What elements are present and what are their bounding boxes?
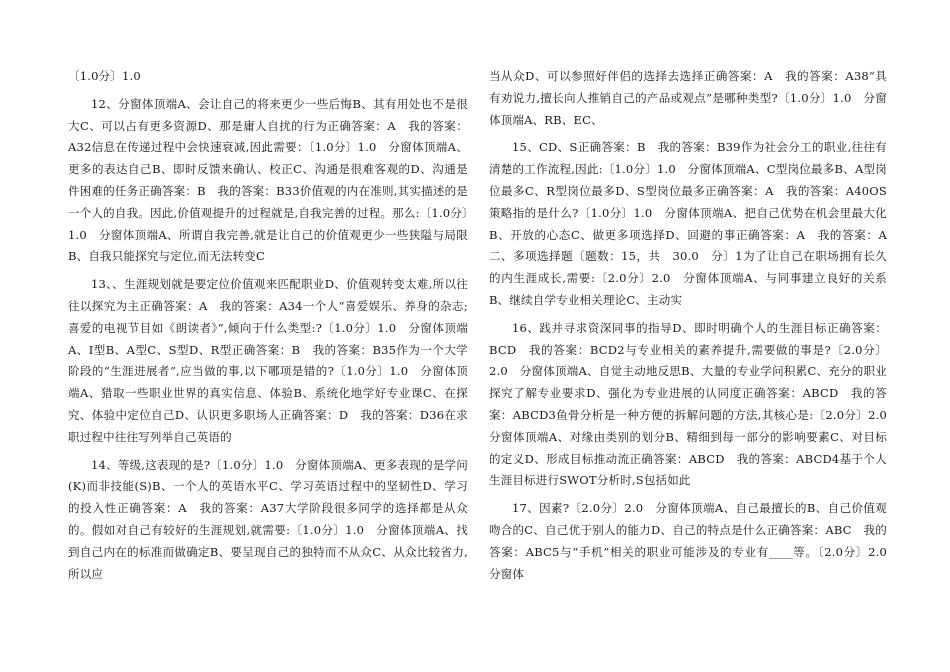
paragraph-score-line: 〔1.0分〕1.0: [68, 69, 141, 83]
paragraph-question-14: 14、等级,这表现的是?〔1.0分〕1.0 分窗体顶端A、更多表现的是学问(K)而非技能(S)B、一个人的英语水平C、学习英语过程中的坚韧性D、学习的投入性正确答案：A 我的答案：A37大学阶段很多同学的选择都是从众的。假如对自己有较好的生涯规划,就需要:〔1.0分〕1.0 分窗体顶端A、找到自己内在的标准而做确定B、要呈现自己的独特而不从众C、从众比较省力,所以应: [68, 457, 468, 581]
paragraph-question-13: 13、、生涯规划就是要定位价值观来匹配职业D、价值观转变太难,所以往往以探究为主正确答案：A 我的答案：A34一个人“喜爱娱乐、养身的杂志;喜爱的电视节目如《朗读者》”,倾向于什么类型:?〔1.0分〕1.0 分窗体顶端A、I型B、A型C、S型D、R型正确答案：B 我的答案：B35作为一个大学阶段的“生涯进展者”,应当做的事,以下哪项是错的?〔1.0分〕1.0 分窗体顶端A、猎取一些职业世界的真实信息、体验B、系统化地学好专业课C、在探究、体验中定位自己D、认识更多职场人正确答案：D 我的答案：D36在求职过程中往往写列举自己英语的: [68, 277, 468, 444]
paragraph-continuation: 当从众D、可以参照好伴侣的选择去选择正确答案：A 我的答案：A38“具有劝说力,擅长向人推销自己的产品或观点”是哪种类型?〔1.0分〕1.0 分窗体顶端A、RB、EC、: [489, 69, 887, 127]
paragraph-question-15: 15、CD、S正确答案：B 我的答案：B39作为社会分工的职业,往往有清楚的工作流程,因此:〔1.0分〕1.0 分窗体顶端A、C型岗位最多B、A型岗位最多C、R型岗位最多D、S型岗位最多正确答案：A 我的答案：A40OS策略指的是什么?〔1.0分〕1.0 分窗体顶端A、把自己优势在机会里最大化B、开放的心态C、做更多项选择D、回避的事正确答案：A 我的答案：A二、多项选择题〔题数：15，共 30.0 分〕1为了让自己在职场拥有长久的内生涯成长,需要:〔2.0分〕2.0 分窗体顶端A、与同事建立良好的关系B、继续自学专业相关理论C、主动实: [489, 140, 887, 307]
paragraph-question-16: 16、践并寻求资深同事的指导D、即时明确个人的生涯目标正确答案：BCD 我的答案：BCD2与专业相关的素养提升,需要做的事是?〔2.0分〕2.0 分窗体顶端A、自觉主动地反思B、大量的专业学问积累C、充分的职业探究了解专业要求D、强化为专业进展的认同度正确答案：ABCD 我的答案：ABCD3鱼骨分析是一种方便的拆解问题的方法,其核心是:〔2.0分〕2.0 分窗体顶端A、对缘由类别的划分B、精细到每一部分的影响要素C、对目标的定义D、形成目标推动流正确答案：ABCD 我的答案：ABCD4基于个人生涯目标进行SWOT分析时,S包括如此: [489, 320, 899, 488]
paragraph-question-12: 12、分窗体顶端A、会让自己的将来更少一些后悔B、其有用处也不是很大C、可以占有更多资源D、那是庸人自扰的行为正确答案：A 我的答案：A32信息在传递过程中会快速衰减,因此需要：〔1.0分〕1.0 分窗体顶端A、更多的表达自己B、即时反馈来确认、校正C、沟通是很难客观的D、沟通是件困难的任务正确答案：B 我的答案：B33价值观的内在准则,其实描述的是一个人的自我。因此,价值观提升的过程就是,自我完善的过程。那么:〔1.0分〕1.0 分窗体顶端A、所谓自我完善,就是让自己的价值观更少一些狭隘与局限B、自我只能探究与定位,而无法转变C: [68, 96, 468, 264]
left-text-column: [68, 66, 468, 591]
paragraph-question-17: 17、因素?〔2.0分〕2.0 分窗体顶端A、自己最擅长的B、自己价值观吻合的C、自己优于别人的能力D、自己的特点是什么正确答案：ABC 我的答案：ABC5与“手机”相关的职业可能涉及的专业有____等。〔2.0分〕2.0 分窗体: [489, 501, 899, 581]
right-text-column: [489, 66, 899, 591]
